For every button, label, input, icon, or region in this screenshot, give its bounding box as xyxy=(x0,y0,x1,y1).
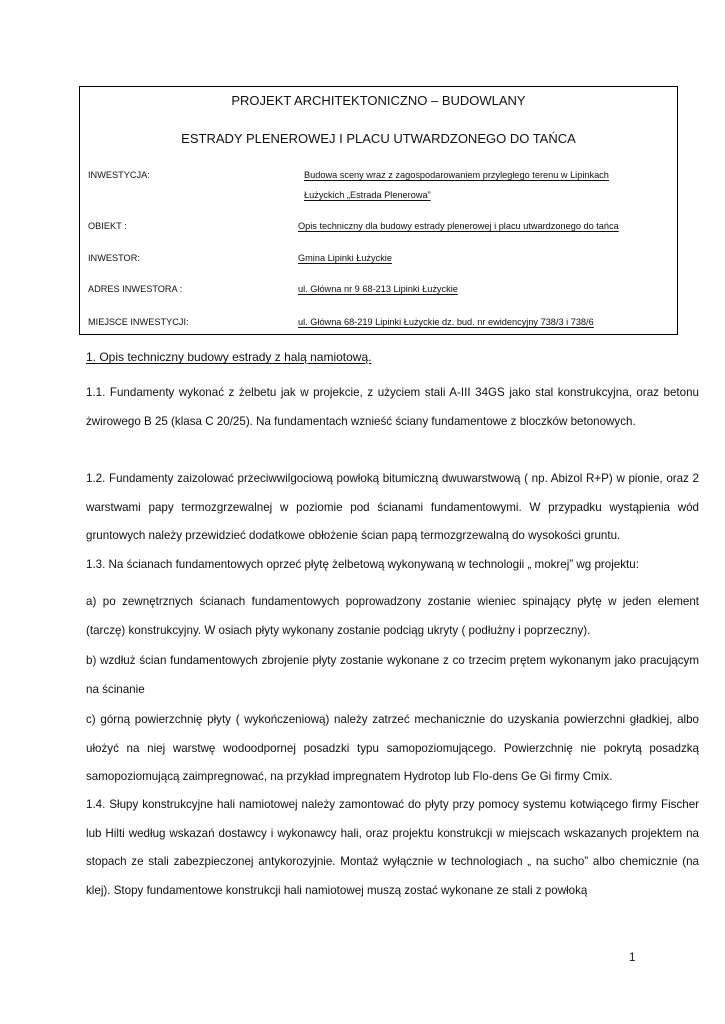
investor-address-value: ul. Główna nr 9 68-213 Lipinki Łużyckie xyxy=(298,284,458,294)
investment-location-label: MIEJSCE INWESTYCJI: xyxy=(88,317,189,327)
paragraph-c: c) górną powierzchnię płyty ( wykończeniową) należy zatrzeć mechanicznie do uzyskania powierzchni gładkiej, albo ułożyć na niej warstwę wodoodpornej posadzki typu samopoziomującego. Powierzchnię nie pokrytą posadzką samopoziomującą zaimpregnować, na przykład impregnatem Hydrotop lub Flo-dens Ge Gi firmy Cmix. xyxy=(86,713,699,783)
investment-location-value: ul. Główna 68-219 Lipinki Łużyckie dz. bud. nr ewidencyjny 738/3 i 738/6 xyxy=(298,317,594,327)
paragraph-1-4: 1.4. Słupy konstrukcyjne hali namiotowej należy zamontować do płyty przy pomocy systemu kotwiącego firmy Fischer lub Hilti według wskazań dostawcy i wykonawcy hali, oraz projektu konstrukcji w miejscach wskazanych projektem na stopach ze stali zabezpieczonej antykorozyjnie. Montaż wyłącznie w technologiach „ na sucho” albo chemicznie (na klej). Stopy fundamentowe konstrukcji hali namiotowej muszą zostać wykonane ze stali z powłoką xyxy=(86,798,699,897)
paragraph-1-2: 1.2. Fundamenty zaizolować przeciwwilgociową powłoką bitumiczną dwuwarstwową ( np. Abizol R+P) w pionie, oraz 2 warstwami papy termozgrzewalnej w poziomie pod ścianami fundamentowymi. W przypadku wystąpienia wód gruntowych należy przewidzieć dodatkowe obłożenie ścian papą termozgrzewalną do wysokości gruntu. xyxy=(86,472,699,542)
paragraph-1-1: 1.1. Fundamenty wykonać z żelbetu jak w projekcie, z użyciem stali A-III 34GS jako stal konstrukcyjna, oraz betonu żwirowego B 25 (klasa C 20/25). Na fundamentach wznieść ściany fundamentowe z bloczków betonowych. xyxy=(86,386,699,428)
investor-label: INWESTOR: xyxy=(88,253,140,263)
paragraph-b: b) wzdłuż ścian fundamentowych zbrojenie płyty zostanie wykonane z co trzecim prętem wykonanym jako pracującym na ścinanie xyxy=(86,654,699,696)
object-value: Opis techniczny dla budowy estrady plenerowej i placu utwardzonego do tańca xyxy=(298,221,619,231)
investment-value-line1: Budowa sceny wraz z zagospodarowaniem przyległego terenu w Lipinkach xyxy=(304,170,609,180)
investment-value-line2: Łużyckich „Estrada Plenerowa” xyxy=(304,190,431,200)
paragraph-a: a) po zewnętrznych ścianach fundamentowych poprowadzony zostanie wieniec spinający płytę w jeden element (tarczę) konstrukcyjny. W osiach płyty wykonany zostanie podciąg ukryty ( podłużny i poprzeczny). xyxy=(86,595,699,637)
object-label: OBIEKT : xyxy=(88,221,127,231)
investor-address-label: ADRES INWESTORA : xyxy=(88,284,183,294)
investment-label: INWESTYCJA: xyxy=(88,170,150,180)
investor-value: Gmina Lipinki Łużyckie xyxy=(298,253,392,263)
title-block xyxy=(79,86,678,335)
page-number: 1 xyxy=(629,952,636,964)
section-heading: 1. Opis techniczny budowy estrady z halą namiotową. xyxy=(86,350,372,364)
project-subtitle: ESTRADY PLENEROWEJ I PLACU UTWARDZONEGO DO TAŃCA xyxy=(181,131,576,146)
project-title: PROJEKT ARCHITEKTONICZNO – BUDOWLANY xyxy=(231,93,526,108)
paragraph-1-3: 1.3. Na ścianach fundamentowych oprzeć płytę żelbetową wykonywaną w technologii „ mokrej” wg projektu: xyxy=(86,558,639,571)
